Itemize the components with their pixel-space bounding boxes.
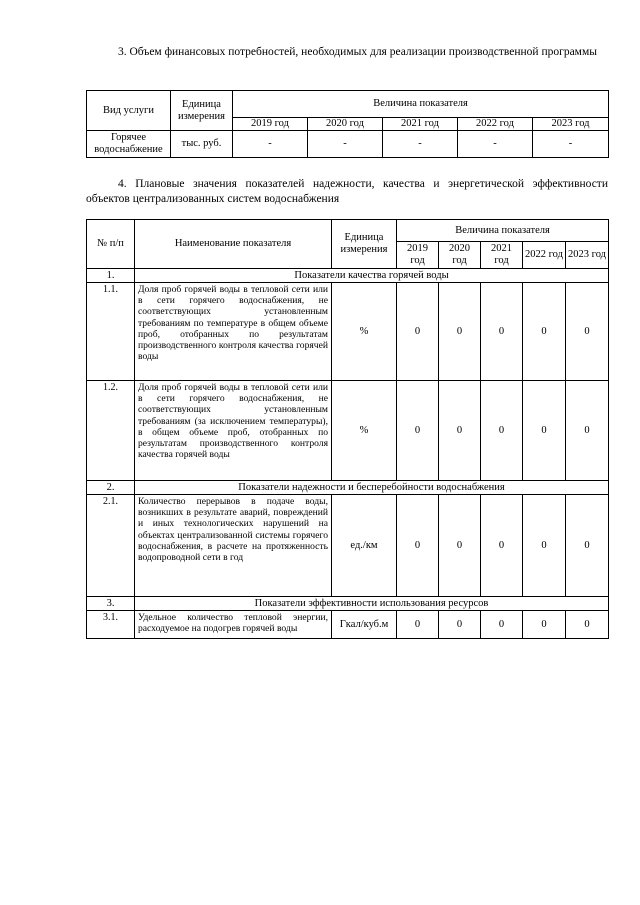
value-cell: - [233, 131, 308, 158]
value-cell: 0 [566, 495, 609, 597]
year-cell: 2023 год [566, 242, 609, 269]
year-cell: 2020 год [308, 118, 383, 131]
unit-cell: тыс. руб. [171, 131, 233, 158]
value-cell: 0 [523, 283, 566, 381]
header-unit: Единица измерения [171, 91, 233, 131]
header-num: № п/п [87, 220, 135, 269]
value-cell: 0 [397, 381, 439, 481]
header-value: Величина показателя [397, 220, 609, 242]
value-cell: 0 [439, 381, 481, 481]
indicator-name: Доля проб горячей воды в тепловой сети или в сети горячего водоснабжения, не соответствующих установленным требованиям по температуре в общем объеме проб, отобранных по результатам производственного контроля качества горячей воды [135, 283, 332, 381]
value-cell: - [308, 131, 383, 158]
value-cell: 0 [523, 381, 566, 481]
table-row [87, 283, 609, 381]
section-num: 2. [87, 481, 135, 495]
value-cell: 0 [439, 611, 481, 639]
unit-cell: Гкал/куб.м [332, 611, 397, 639]
section-3-heading: 3. Объем финансовых потребностей, необходимых для реализации производственной программы [118, 46, 597, 58]
value-cell: 0 [439, 283, 481, 381]
value-cell: - [458, 131, 533, 158]
header-name: Наименование показателя [135, 220, 332, 269]
year-cell: 2019 год [397, 242, 439, 269]
indicators-table [86, 219, 609, 639]
value-cell: 0 [481, 381, 523, 481]
value-cell: 0 [523, 611, 566, 639]
table-row [87, 611, 609, 639]
section-4-heading: 4. Плановые значения показателей надежности, качества и энергетической эффективности объектов централизованных систем водоснабжения [86, 178, 608, 205]
row-num: 3.1. [87, 611, 135, 639]
value-cell: 0 [523, 495, 566, 597]
year-cell: 2023 год [533, 118, 609, 131]
value-cell: 0 [566, 381, 609, 481]
table-row [87, 495, 609, 597]
section-num: 3. [87, 597, 135, 611]
value-cell: 0 [566, 283, 609, 381]
table-row [87, 381, 609, 481]
year-cell: 2020 год [439, 242, 481, 269]
section-row [87, 269, 609, 283]
section-row [87, 481, 609, 495]
unit-cell: % [332, 283, 397, 381]
section-num: 1. [87, 269, 135, 283]
section-title: Показатели качества горячей воды [135, 269, 609, 283]
section-row [87, 597, 609, 611]
year-cell: 2019 год [233, 118, 308, 131]
year-cell: 2022 год [458, 118, 533, 131]
service-cell: Горячее водоснабжение [87, 131, 171, 158]
value-cell: 0 [481, 611, 523, 639]
header-unit: Единица измерения [332, 220, 397, 269]
value-cell: 0 [481, 283, 523, 381]
indicator-name: Доля проб горячей воды в тепловой сети или в сети горячего водоснабжения, не соответствующих установленным требованиям (за исключением температуры), в общем объеме проб, отобранных по результатам производственного контроля качества горячей воды [135, 381, 332, 481]
header-value: Величина показателя [233, 91, 609, 118]
indicator-name: Удельное количество тепловой энергии, расходуемое на подогрев горячей воды [135, 611, 332, 639]
value-cell: 0 [566, 611, 609, 639]
year-cell: 2021 год [481, 242, 523, 269]
value-cell: 0 [481, 495, 523, 597]
value-cell: 0 [397, 283, 439, 381]
year-cell: 2021 год [383, 118, 458, 131]
section-title: Показатели эффективности использования ресурсов [135, 597, 609, 611]
year-cell: 2022 год [523, 242, 566, 269]
indicator-name: Количество перерывов в подаче воды, возникших в результате аварий, повреждений и иных технологических нарушений на объектах централизованной системы горячего водоснабжения, в расчете на протяженность водопроводной сети в год [135, 495, 332, 597]
unit-cell: ед./км [332, 495, 397, 597]
section-title: Показатели надежности и бесперебойности водоснабжения [135, 481, 609, 495]
header-service: Вид услуги [87, 91, 171, 131]
table-row [87, 131, 609, 158]
value-cell: 0 [397, 611, 439, 639]
row-num: 2.1. [87, 495, 135, 597]
value-cell: 0 [439, 495, 481, 597]
value-cell: - [383, 131, 458, 158]
unit-cell: % [332, 381, 397, 481]
row-num: 1.2. [87, 381, 135, 481]
row-num: 1.1. [87, 283, 135, 381]
financial-needs-table [86, 90, 609, 158]
value-cell: 0 [397, 495, 439, 597]
value-cell: - [533, 131, 609, 158]
